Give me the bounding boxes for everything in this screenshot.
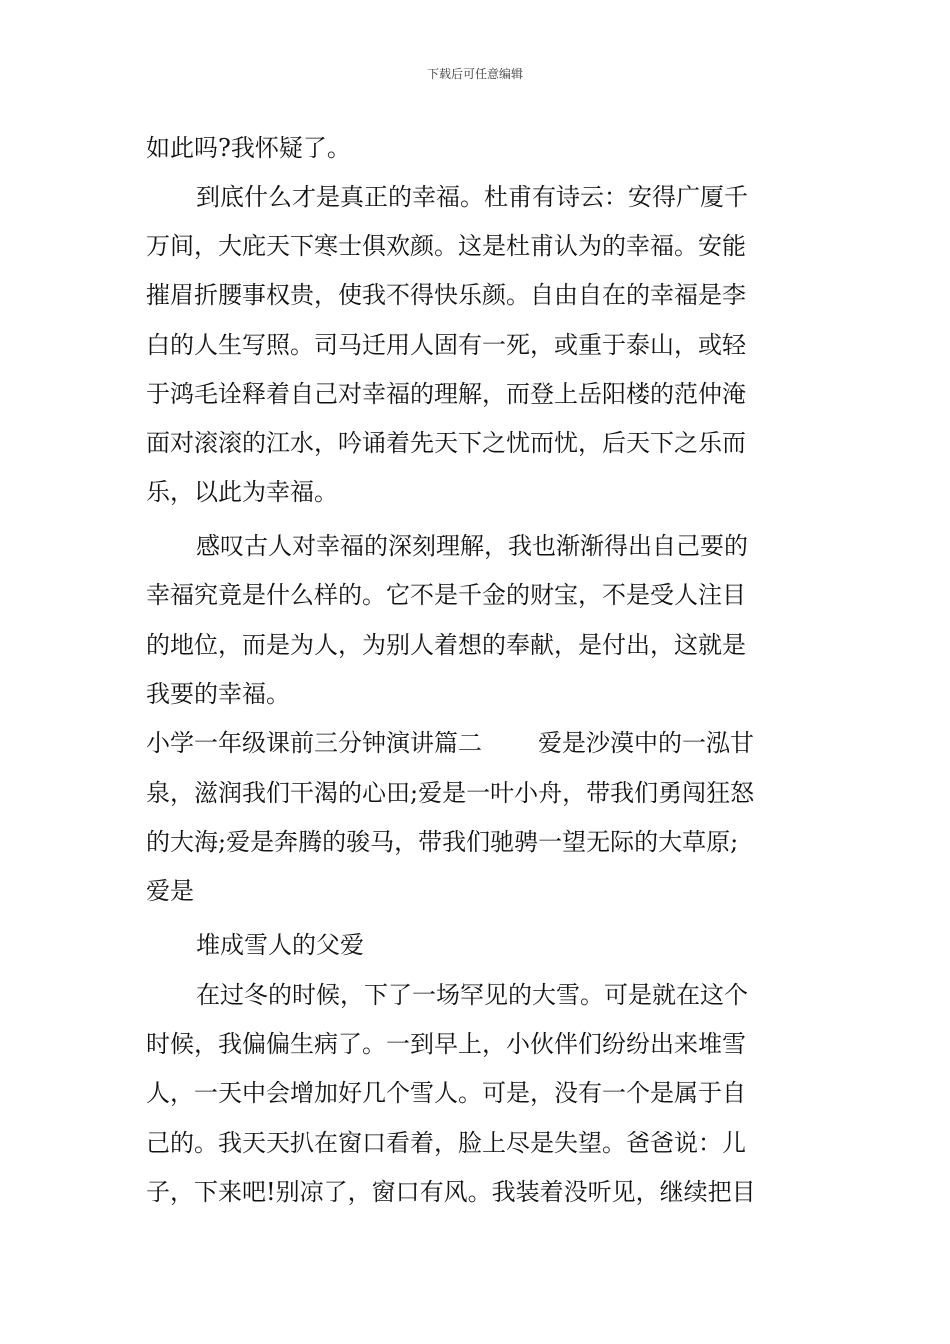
page-header: 下载后可任意编辑 xyxy=(426,67,523,81)
body-line: 的地位，而是为人，为别人着想的奉献，是付出，这就是 xyxy=(146,631,746,659)
body-text: 爱是沙漠中的一泓甘 xyxy=(538,729,754,757)
body-line: 万间，大庇天下寒士俱欢颜。这是杜甫认为的幸福。安能 xyxy=(146,232,746,260)
body-line: 摧眉折腰事权贵，使我不得快乐颜。自由自在的幸福是李 xyxy=(146,281,746,309)
subsection-title: 堆成雪人的父爱 xyxy=(196,931,364,959)
body-line: 面对滚滚的江水，吟诵着先天下之忧而忧，后天下之乐而 xyxy=(146,429,746,457)
body-line: 时候，我偏偏生病了。一到早上，小伙伴们纷纷出来堆雪 xyxy=(146,1030,746,1058)
body-line: 在过冬的时候，下了一场罕见的大雪。可是就在这个 xyxy=(196,981,748,1009)
body-line: 爱是 xyxy=(146,877,194,905)
body-line: 人，一天中会增加好几个雪人。可是，没有一个是属于自 xyxy=(146,1079,746,1107)
body-line: 乐，以此为幸福。 xyxy=(146,478,338,506)
body-line: 的大海;爱是奔腾的骏马，带我们驰骋一望无际的大草原; xyxy=(146,828,739,856)
body-line: 我要的幸福。 xyxy=(146,680,290,708)
section-title: 小学一年级课前三分钟演讲篇二 xyxy=(146,729,482,757)
body-line: 如此吗?我怀疑了。 xyxy=(146,134,351,162)
body-line: 幸福究竟是什么样的。它不是千金的财宝，不是受人注目 xyxy=(146,581,746,609)
body-line: 感叹古人对幸福的深刻理解，我也渐渐得出自己要的 xyxy=(196,532,748,560)
body-line: 于鸿毛诠释着自己对幸福的理解，而登上岳阳楼的范仲淹 xyxy=(146,380,746,408)
body-line: 己的。我天天扒在窗口看着，脸上尽是失望。爸爸说：儿 xyxy=(146,1129,746,1157)
body-line: 泉，滋润我们干渴的心田;爱是一叶小舟，带我们勇闯狂怒 xyxy=(146,779,755,807)
body-line: 到底什么才是真正的幸福。杜甫有诗云：安得广厦千 xyxy=(196,183,748,211)
body-line: 白的人生写照。司马迁用人固有一死，或重于泰山，或轻 xyxy=(146,331,746,359)
body-line: 子，下来吧!别凉了，窗口有风。我装着没听见，继续把目 xyxy=(146,1178,756,1206)
section-title-line xyxy=(146,728,754,758)
